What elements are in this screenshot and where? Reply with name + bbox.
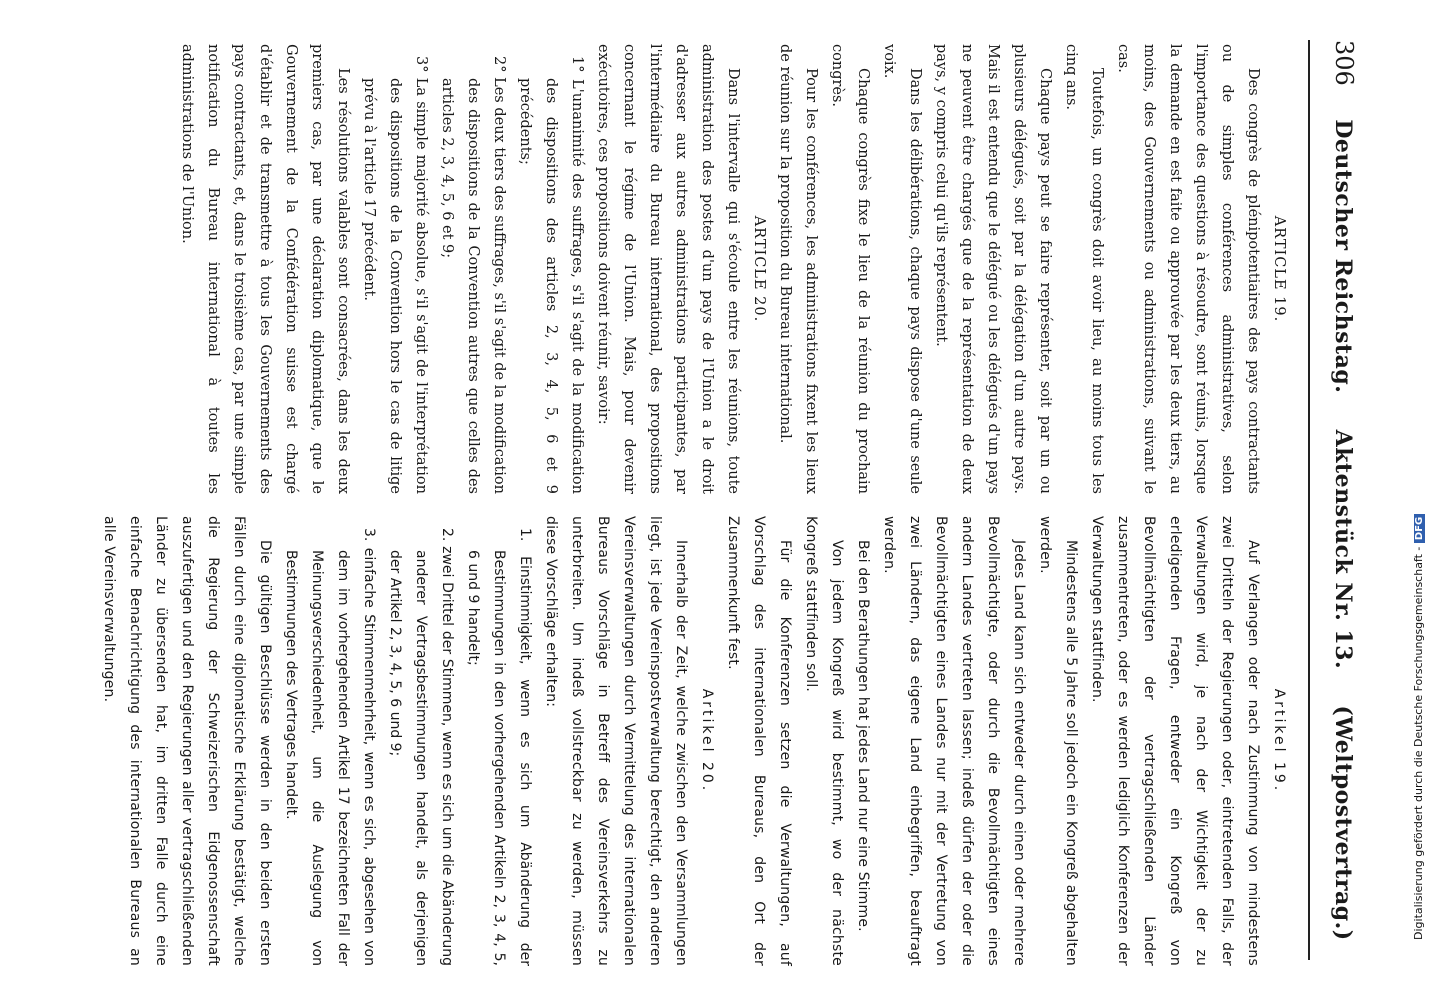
digitization-credit xyxy=(1398,40,1425,960)
article-19-heading-fr: ARTICLE 19. xyxy=(1271,215,1287,323)
paragraph: Mindestens alle 5 Jahre soll jedoch ein Kongreß abgehalten werden. xyxy=(1037,516,1079,966)
paragraph: Von jedem Kongreß wird bestimmt, wo der nächste Kongreß stattfinden soll. xyxy=(803,516,845,966)
paragraph: Dans l'intervalle qui s'écoule entre les réunions, toute administration des postes d'un pays de l'Union a le droit d'adresser aux autres administrations participantes, par l'intermédiaire du Bureau international, des propositions concernant le régime de l'Union. Mais, pour devenir exécutoires, ces propositions doivent réunir, savoir: xyxy=(595,44,741,494)
list-item: 3° La simple majorité absolue, s'il s'agit de l'interprétation des dispositions de la Convention hors le cas de litige prévu à l'article 17 précédent. xyxy=(361,56,429,494)
header-middle: Aktenstück Nr. 13. xyxy=(1330,429,1356,670)
paragraph: Auf Verlangen oder nach Zustimmung von mindestens zwei Dritteln der Regierungen oder, eintretenden Falls, der Verwaltungen wird, je nach der Wichtigkeit der zu erledigenden Fragen, entweder ein Kongreß von Bevollmächtigten der vertragschließenden Länder zusammentreten, oder es werden lediglich Konferenzen der Verwaltungen stattfinden. xyxy=(1089,516,1261,966)
german-column xyxy=(96,516,1292,966)
list-item: 2. zwei Drittel der Stimmen, wenn es sich um die Abänderung anderer Vertragsbestimmungen handelt, als derjenigen der Artikel 2, 3, 4, 5, 6 und 9; xyxy=(387,528,455,966)
page-title xyxy=(1330,100,1356,960)
page-number: 306 xyxy=(1330,40,1358,86)
paragraph: Innerhalb der Zeit, welche zwischen den Versammlungen liegt, ist jede Vereinspostverwaltung berechtigt, den anderen Vereinsverwaltungen durch Vermittelung des internationalen Bureaus Vorschläge in Betreff des Vereinsverkehrs zu unterbreiten. Um indeß vollstreckbar zu werden, müssen diese Vorschläge erhalten: xyxy=(543,516,689,966)
list-item: 1° L'unanimité des suffrages, s'il s'agit de la modification des dispositions des articles 2, 3, 4, 5, 6 et 9 précédents; xyxy=(517,56,585,494)
article-19-heading-de: Artikel 19. xyxy=(1271,688,1287,794)
paragraph: Des congrès de plénipotentiaires des pays contractants ou de simples conférences administratives, selon l'importance des questions à résoudre, sont réunis, lorsque la demande en est faite ou approuvée par les deux tiers, au moins, des Gouvernements ou administrations, suivant le cas. xyxy=(1115,44,1261,494)
paragraph: Für die Konferenzen setzen die Verwaltungen, auf Vorschlag des internationalen Bureaus, den Ort der Zusammenkunft fest. xyxy=(725,516,793,966)
dfg-logo: DFG xyxy=(1414,514,1425,543)
paragraph: Toutefois, un congrès doit avoir lieu, au moins tous les cinq ans. xyxy=(1063,44,1105,494)
paragraph: Pour les conférences, les administrations fixent les lieux de réunion sur la proposition du Bureau international. xyxy=(777,44,819,494)
paragraph: Bei den Berathungen hat jedes Land nur eine Stimme. xyxy=(855,540,871,932)
paragraph: Chaque congrès fixe le lieu de la réunion du prochain congrès. xyxy=(829,44,871,494)
french-column xyxy=(174,44,1292,494)
header-rule xyxy=(1308,40,1310,960)
list-item: 2° Les deux tiers des suffrages, s'il s'agit de la modification des dispositions de la Convention autres que celles des articles 2, 3, 4, 5, 6 et 9; xyxy=(439,56,507,494)
paragraph: Die gültigen Beschlüsse werden in den beiden ersten Fällen durch eine diplomatische Erklärung bestätigt, welche die Regierung der Schweizerischen Eidgenossenschaft auszufertigen und den Regierungen aller vertragschließenden Länder zu übersenden hat, im dritten Falle durch eine einfache Benachrichtigung des internationalen Bureaus an alle Vereinsverwaltungen. xyxy=(101,516,273,966)
running-head xyxy=(1318,40,1358,960)
list-item: 3. einfache Stimmenmehrheit, wenn es sich, abgesehen von dem im vorhergehenden Artikel 17 bezeichneten Fall der Meinungsverschiedenheit, um die Auslegung von Bestimmungen des Vertrages handelt. xyxy=(283,528,377,966)
header-left: Deutscher Reichstag. xyxy=(1330,119,1356,394)
credit-text: Digitalisierung gefördert durch die Deutsche Forschungsgemeinschaft - xyxy=(1412,546,1425,940)
paragraph: Les résolutions valables sont consacrées, dans les deux premiers cas, par une déclaration diplomatique, que le Gouvernement de la Confédération suisse est chargé d'établir et de transmettre à tous les Gouvernements des pays contractants, et, dans le troisième cas, par une simple notification du Bureau international à toutes les administrations de l'Union. xyxy=(179,44,351,494)
article-20-heading-fr: ARTICLE 20. xyxy=(751,215,767,323)
list-item: 1. Einstimmigkeit, wenn es sich um Abänderung der Bestimmungen in den vorhergehenden Artikeln 2, 3, 4, 5, 6 und 9 handelt; xyxy=(465,528,533,966)
paragraph: Jedes Land kann sich entweder durch einen oder mehrere Bevollmächtigte, oder durch die Bevollmächtigten eines andern Landes vertreten lassen; indeß dürfen der oder die Bevollmächtigten eines Landes nur mit der Vertretung von zwei Ländern, das eigene Land einbegriffen, beauftragt werden. xyxy=(881,516,1027,966)
paragraph: Dans les délibérations, chaque pays dispose d'une seule voix. xyxy=(881,44,923,494)
header-right: (Weltpostvertrag.) xyxy=(1330,705,1356,941)
paragraph: Chaque pays peut se faire représenter, soit par un ou plusieurs délégués, soit par la délégation d'un autre pays. Mais il est entendu que le délégué ou les délégués d'un pays ne peuvent être chargés que de la représentation de deux pays, y compris celui qu'ils représentent. xyxy=(933,44,1053,494)
article-20-heading-de: Artikel 20. xyxy=(699,688,715,794)
credit-line xyxy=(1412,514,1425,940)
